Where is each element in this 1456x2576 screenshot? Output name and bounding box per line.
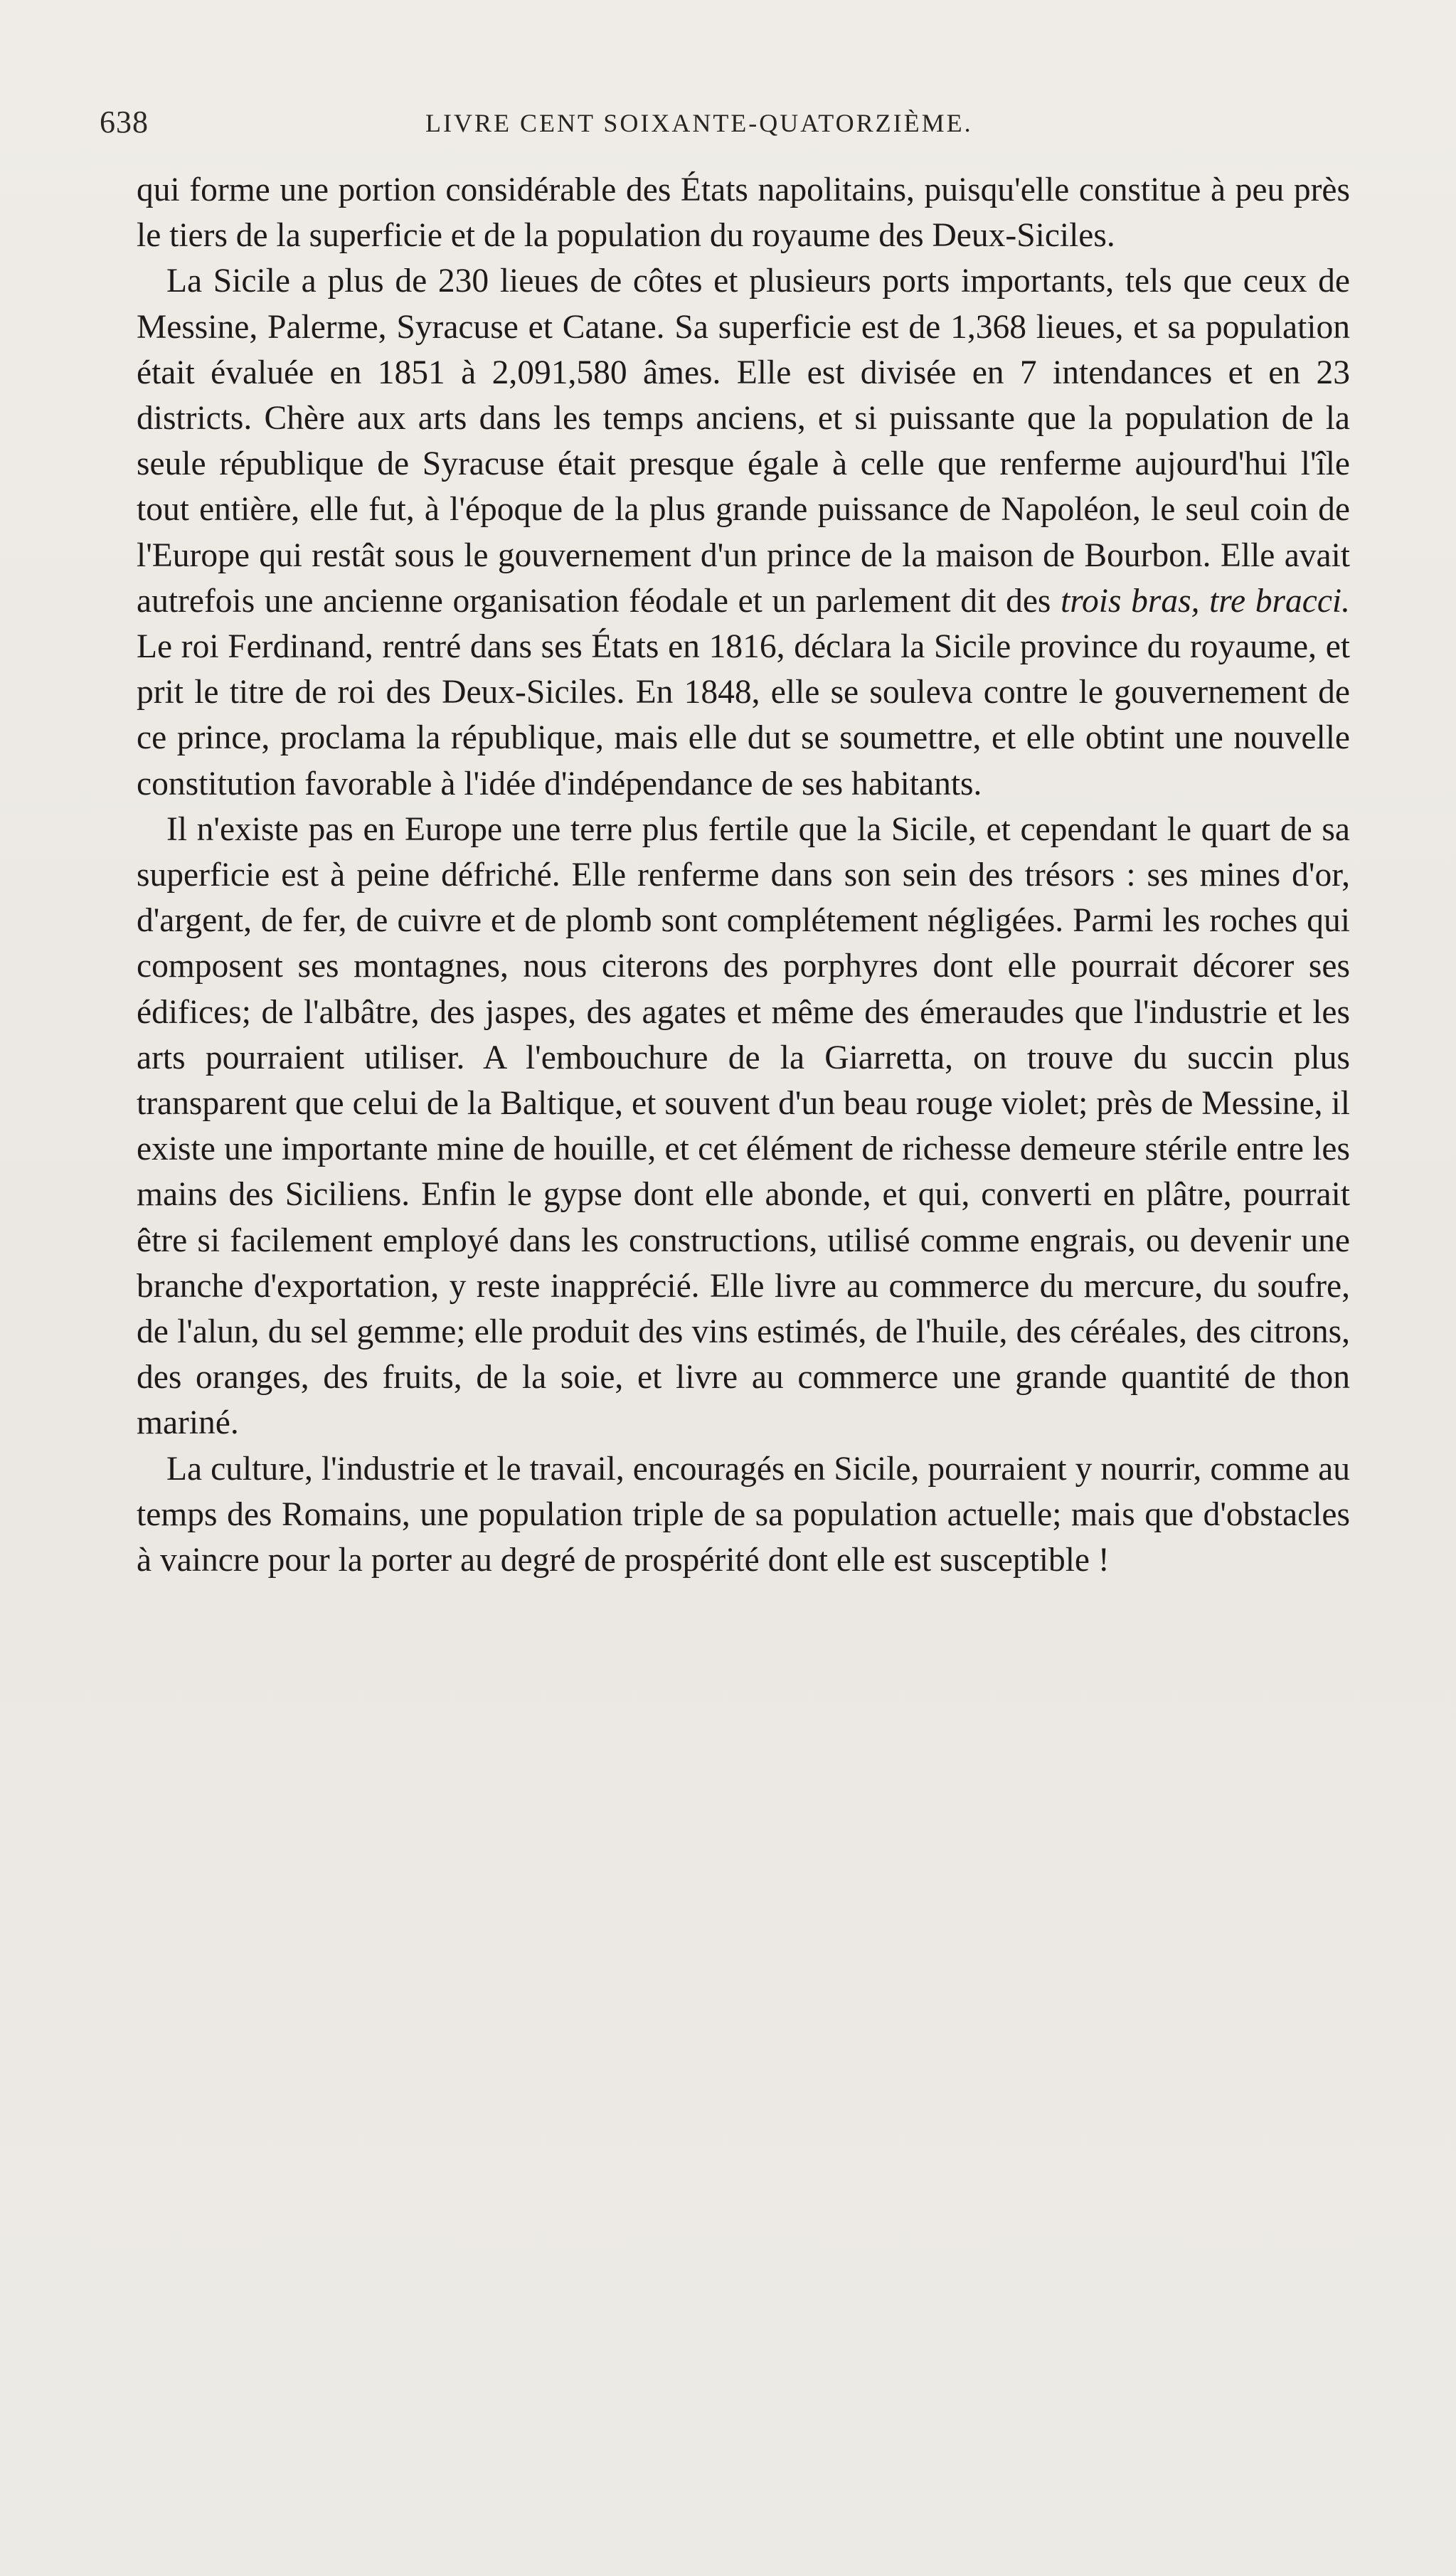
paragraph-2 [137,258,1350,806]
paragraph-2-italic-phrase: trois bras, tre bracci. [1061,582,1351,620]
page-number: 638 [100,105,149,139]
paragraph-1: qui forme une portion considérable des États napolitains, puisqu'elle constitue à peu près le tiers de la superficie et de la population du royaume des Deux-Siciles. [137,171,1350,255]
paragraph-3: Il n'existe pas en Europe une terre plus fertile que la Sicile, et cependant le quart de sa superficie est à peine défriché. Elle renferme dans son sein des trésors : ses mines d'or, d'argent, de fer, de cuivre et de plomb sont complétement négligées. Parmi les roches qui composent ses montagnes, nous citerons des porphyres dont elle pourrait décorer ses édifices; de l'albâtre, des jaspes, des agates et même des émeraudes que l'industrie et les arts pourraient utiliser. A l'embouchure de la Giarretta, on trouve du succin plus transparent que celui de la Baltique, et souvent d'un beau rouge violet; près de Messine, il existe une importante mine de houille, et cet élément de richesse demeure stérile entre les mains des Siciliens. Enfin le gypse dont elle abonde, et qui, converti en plâtre, pourrait être si facilement employé dans les constructions, utilisé comme engrais, ou devenir une branche d'exportation, y reste inapprécié. Elle livre au commerce du mercure, du soufre, de l'alun, du sel gemme; elle produit des vins estimés, de l'huile, des céréales, des citrons, des oranges, des fruits, de la soie, et livre au commerce une grande quantité de thon mariné. [137,810,1350,1442]
paragraph-2-text-a: La Sicile a plus de 230 lieues de côtes et plusieurs ports importants, tels que ceux de Messine, Palerme, Syracuse et Catane. Sa superficie est de 1,368 lieues, et sa population était évaluée en 1851 à 2,091,580 âmes. Elle est divisée en 7 intendances et en 23 districts. Chère aux arts dans les temps anciens, et si puissante que la population de la seule république de Syracuse était presque égale à celle que renferme aujourd'hui l'île tout entière, elle fut, à l'époque de la plus grande puissance de Napoléon, le seul coin de l'Europe qui restât sous le gouvernement d'un prince de la maison de Bourbon. Elle avait autrefois une ancienne organisation féodale et un parlement dit des [137,263,1350,620]
page-header [100,104,1380,147]
paragraph-2-text-b: Le roi Ferdinand, rentré dans ses États en 1816, déclara la Sicile province du royaume, et prit le titre de roi des Deux-Siciles. En 1848, elle se souleva contre le gouvernement de ce prince, proclama la république, mais elle dut se soumettre, et elle obtint une nouvelle constitution favorable à l'idée d'indépendance de ses habitants. [137,628,1350,802]
body-text [137,167,1350,1583]
paragraph-4: La culture, l'industrie et le travail, encouragés en Sicile, pourraient y nourrir, comme au temps des Romains, une population triple de sa population actuelle; mais que d'obstacles à vaincre pour la porter au degré de prospérité dont elle est susceptible ! [137,1450,1350,1579]
running-title: LIVRE CENT SOIXANTE-QUATORZIÈME. [425,109,973,137]
